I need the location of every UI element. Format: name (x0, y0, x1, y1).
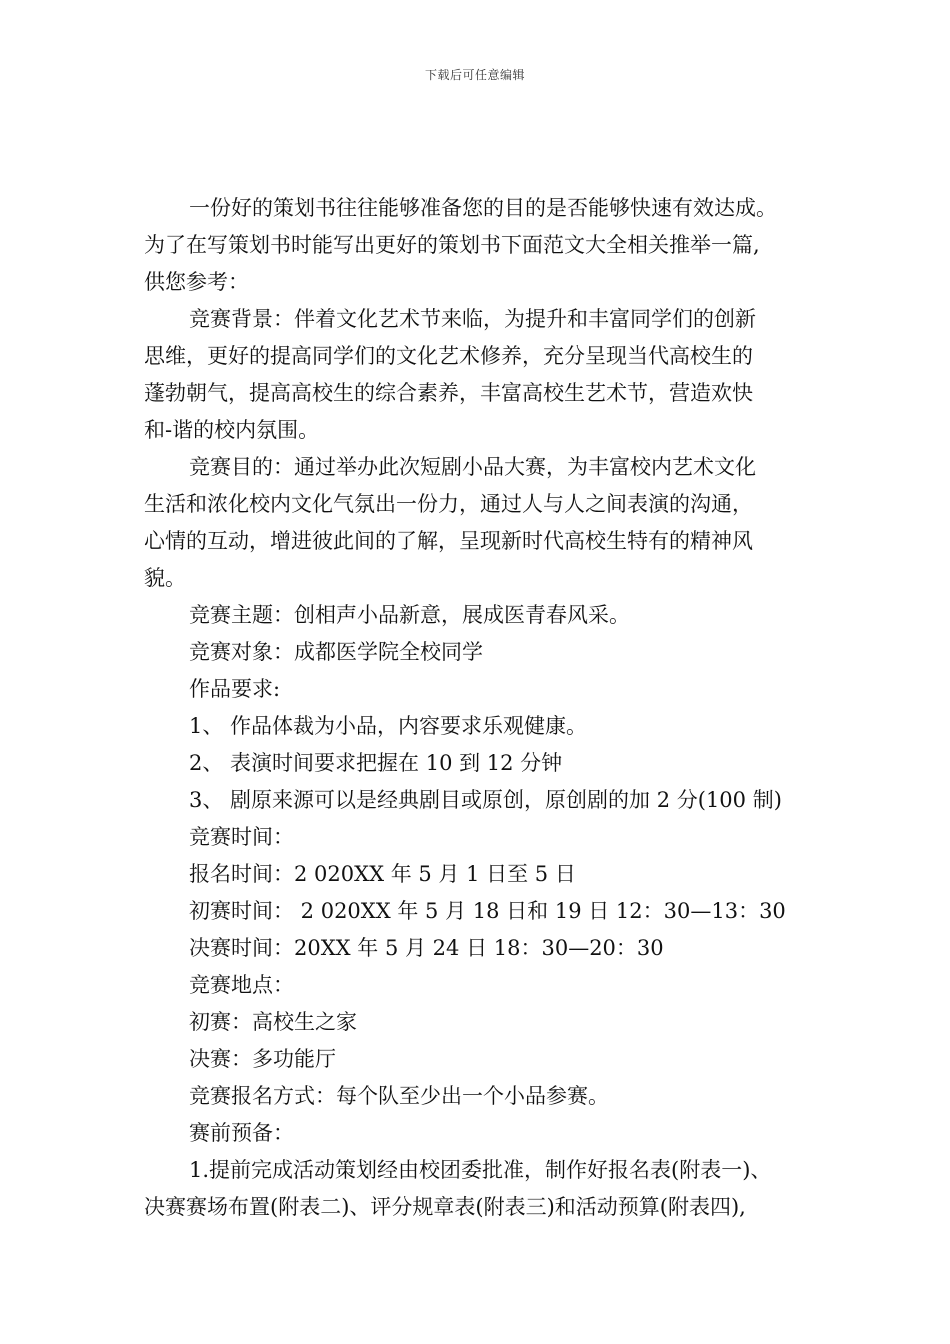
target-line: 竞赛对象：成都医学院全校同学 (189, 640, 483, 664)
prelim-venue: 初赛：高校生之家 (189, 1010, 357, 1034)
prep-item-1-line-1: 1.提前完成活动策划经由校团委批准，制作好报名表(附表一)、 (189, 1158, 772, 1182)
background-line-3: 蓬勃朝气，提高高校生的综合素养，丰富高校生艺术节，营造欢快 (144, 381, 753, 405)
signup-time: 报名时间：2 020XX 年 5 月 1 日至 5 日 (189, 862, 576, 886)
prep-item-1-line-2: 决赛赛场布置(附表二)、评分规章表(附表三)和活动预算(附表四), (144, 1195, 746, 1219)
purpose-line-1: 竞赛目的：通过举办此次短剧小品大赛，为丰富校内艺术文化 (189, 455, 756, 479)
purpose-line-2: 生活和浓化校内文化气氛出一份力，通过人与人之间表演的沟通， (144, 492, 753, 516)
signup-method: 竞赛报名方式：每个队至少出一个小品参赛。 (189, 1084, 609, 1108)
background-line-2: 思维，更好的提高同学们的文化艺术修养，充分呈现当代高校生的 (144, 344, 753, 368)
purpose-line-3: 心情的互动，增进彼此间的了解，呈现新时代高校生特有的精神风 (144, 529, 753, 553)
final-time: 决赛时间：20XX 年 5 月 24 日 18：30—20：30 (189, 936, 664, 960)
document-body (144, 190, 820, 1226)
requirements-title: 作品要求: (189, 677, 281, 701)
background-line-1: 竞赛背景：伴着文化艺术节来临，为提升和丰富同学们的创新 (189, 307, 756, 331)
intro-line-1: 一份好的策划书往往能够准备您的目的是否能够快速有效达成。 (189, 196, 777, 220)
intro-line-2: 为了在写策划书时能写出更好的策划书下面范文大全相关推举一篇, (144, 233, 760, 257)
prelim-time: 初赛时间： 2 020XX 年 5 月 18 日和 19 日 12：30—13：30 (189, 899, 786, 923)
requirement-item-1: 1、 作品体裁为小品，内容要求乐观健康。 (189, 714, 588, 738)
theme-line: 竞赛主题：创相声小品新意，展成医青春风采。 (189, 603, 630, 627)
purpose-line-4: 貌。 (144, 566, 186, 590)
time-title: 竞赛时间： (189, 825, 294, 849)
final-venue: 决赛：多功能厅 (189, 1047, 336, 1071)
page-header-note: 下载后可任意编辑 (424, 68, 525, 82)
prep-title: 赛前预备： (189, 1121, 294, 1145)
venue-title: 竞赛地点： (189, 973, 294, 997)
requirement-item-3: 3、 剧原来源可以是经典剧目或原创，原创剧的加 2 分(100 制) (189, 788, 782, 812)
intro-line-3: 供您参考： (144, 270, 249, 294)
background-line-4: 和-谐的校内氛围。 (144, 418, 320, 442)
requirement-item-2: 2、 表演时间要求把握在 10 到 12 分钟 (189, 751, 563, 775)
